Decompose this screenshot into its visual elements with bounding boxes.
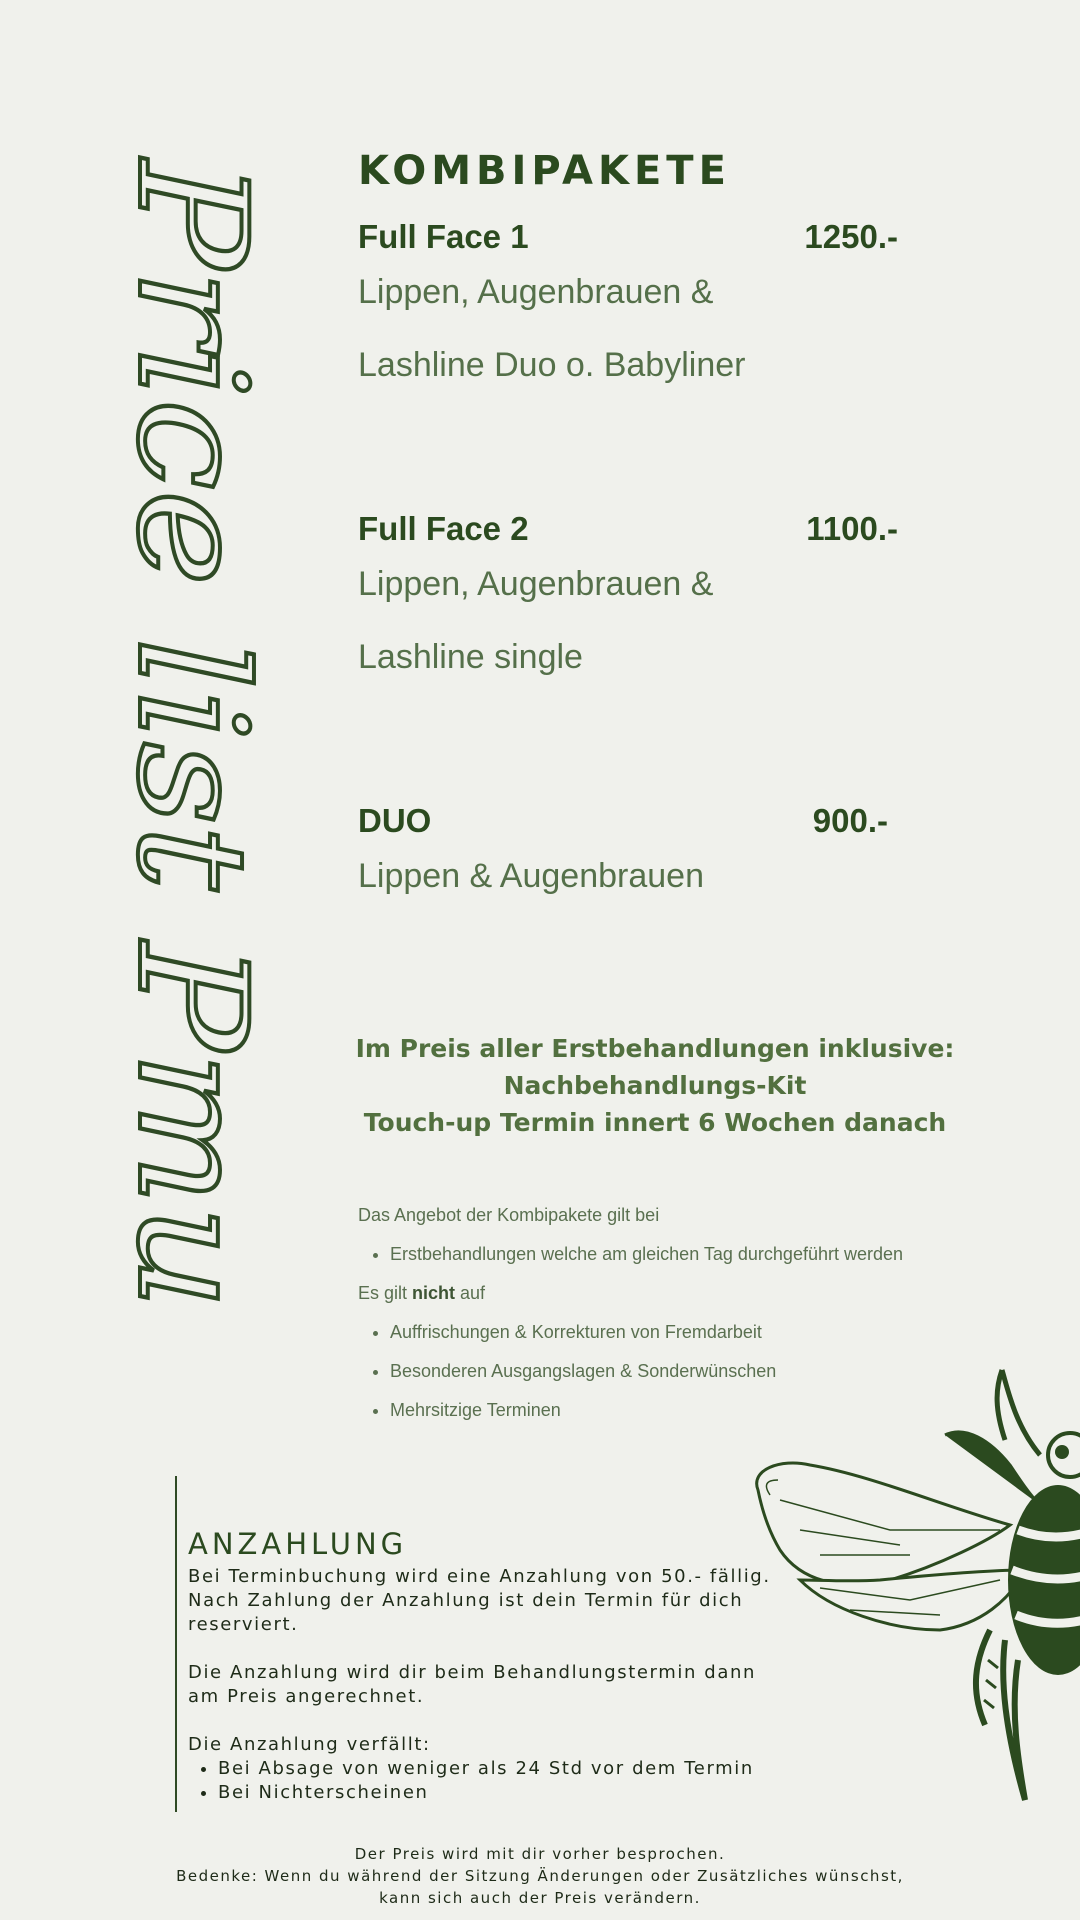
inclusive-line: Im Preis aller Erstbehandlungen inklusive:	[355, 1034, 955, 1063]
anzahlung-text: Bei Terminbuchung wird eine Anzahlung von 50.- fällig.	[188, 1566, 771, 1587]
footer-note	[0, 1843, 1080, 1909]
anzahlung-text: Nach Zahlung der Anzahlung ist dein Termin für dich	[188, 1590, 744, 1611]
bee-illustration-svg	[740, 1330, 1080, 1810]
package-full-face-1	[358, 218, 918, 402]
package-description-line: Lippen, Augenbrauen &	[358, 565, 714, 603]
script-title-svg	[40, 150, 300, 1330]
package-header	[358, 802, 918, 840]
not-prefix: Es gilt	[358, 1283, 413, 1303]
package-header	[358, 510, 918, 548]
package-full-face-2	[358, 510, 918, 694]
bee-icon	[740, 1330, 1080, 1810]
package-price: 1250.-	[804, 218, 898, 255]
inclusive-line: Nachbehandlungs-Kit	[503, 1071, 807, 1100]
footer-line: kann sich auch der Preis verändern.	[379, 1889, 701, 1907]
anzahlung-section	[188, 1527, 808, 1805]
package-name: DUO	[358, 802, 432, 839]
package-name: Full Face 2	[358, 510, 529, 547]
not-suffix: auf	[455, 1283, 486, 1303]
inclusive-notice	[350, 1030, 960, 1141]
conditions-intro: Das Angebot der Kombipakete gilt bei	[358, 1205, 660, 1225]
package-name: Full Face 1	[358, 218, 529, 255]
list-item: • Auffrischungen & Korrekturen von Fremdarbeit	[390, 1313, 958, 1352]
spacer	[188, 1637, 808, 1661]
side-script-title	[40, 150, 300, 1330]
anzahlung-text: am Preis angerechnet.	[188, 1686, 425, 1707]
package-price: 1100.-	[806, 510, 898, 547]
not-word: nicht	[412, 1283, 456, 1303]
anzahlung-text: reserviert.	[188, 1614, 299, 1635]
section-title: KOMBIPAKETE	[358, 148, 731, 194]
list-item: • Mehrsitzige Terminen	[390, 1391, 958, 1430]
anzahlung-text: Die Anzahlung wird dir beim Behandlungstermin dann	[188, 1662, 756, 1683]
list-item: • Bei Absage von weniger als 24 Std vor dem Termin	[218, 1757, 808, 1781]
footer-line: Bedenke: Wenn du während der Sitzung Änderungen oder Zusätzliches wünschst,	[176, 1867, 904, 1885]
package-description-line: Lippen, Augenbrauen &	[358, 273, 714, 311]
package-header	[358, 218, 918, 256]
kombipakete-section	[358, 148, 918, 194]
list-item: • Besonderen Ausgangslagen & Sonderwünschen	[390, 1352, 958, 1391]
conditions-not-applicable	[358, 1274, 958, 1313]
footer-line: Der Preis wird mit dir vorher besprochen.	[354, 1845, 726, 1863]
anzahlung-text: Die Anzahlung verfällt:	[188, 1734, 431, 1755]
divider-line	[175, 1476, 177, 1812]
applies-list	[358, 1235, 958, 1274]
script-title-text: Price list Pmu	[104, 160, 278, 1222]
package-description-line: Lashline single	[358, 638, 583, 676]
list-item: • Erstbehandlungen welche am gleichen Tag durchgeführt werden	[390, 1235, 958, 1274]
package-price: 900.-	[812, 802, 888, 839]
package-description-line: Lashline Duo o. Babyliner	[358, 346, 746, 384]
anzahlung-list	[188, 1757, 808, 1805]
list-item: • Bei Nichterscheinen	[218, 1781, 808, 1805]
anzahlung-title: ANZAHLUNG	[188, 1527, 408, 1561]
inclusive-line: Touch-up Termin innert 6 Wochen danach	[363, 1108, 947, 1137]
package-duo	[358, 802, 918, 913]
package-description-line: Lippen & Augenbrauen	[358, 857, 704, 895]
spacer	[188, 1709, 808, 1733]
